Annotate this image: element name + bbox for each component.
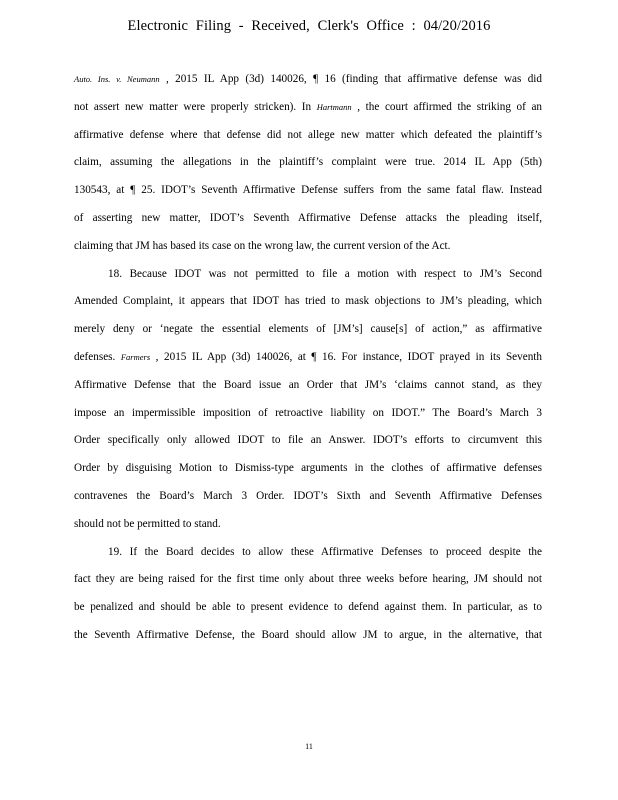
text-line — [74, 431, 542, 459]
text-segment: contravenes the Board’s March 3 Order. IDOT’s Sixth and Seventh Affirmative Defenses — [74, 489, 542, 502]
text-line — [74, 320, 542, 348]
text-line — [74, 181, 542, 209]
text-segment: 19. If the Board decides to allow these Affirmative Defenses to proceed despite the — [108, 545, 542, 558]
text-segment: Order specifically only allowed IDOT to file an Answer. IDOT’s efforts to circumvent this — [74, 434, 542, 447]
text-line — [74, 237, 542, 265]
case-citation: Auto. Ins. v. Neumann — [74, 74, 160, 84]
text-line — [74, 404, 542, 432]
text-line — [74, 98, 542, 126]
text-segment: , 2015 IL App (3d) 140026, ¶ 16 (finding that affirmative defense was did — [159, 73, 543, 85]
text-segment: claiming that JM has based its case on the wrong law, the current version of the Act. — [74, 239, 451, 252]
text-line — [74, 292, 542, 320]
text-segment: , 2015 IL App (3d) 140026, at ¶ 16. For instance, IDOT prayed in its Seventh — [150, 350, 542, 363]
text-segment: fact they are being raised for the first time only about three weeks before hearing, JM should not — [74, 573, 542, 586]
text-line — [74, 487, 542, 515]
text-line — [74, 570, 542, 598]
text-line — [74, 376, 542, 404]
text-segment: 18. Because IDOT was not permitted to file a motion with respect to JM’s Second — [108, 267, 542, 280]
text-segment: Order by disguising Motion to Dismiss-type arguments in the clothes of affirmative defenses — [74, 462, 542, 475]
text-segment: 130543, at ¶ 25. IDOT’s Seventh Affirmative Defense suffers from the same fatal flaw. Instead — [74, 184, 542, 197]
text-segment: Amended Complaint, it appears that IDOT has tried to mask objections to JM’s pleading, which — [74, 295, 542, 308]
text-line — [74, 209, 542, 237]
case-citation: Farmers — [120, 351, 151, 362]
text-line — [74, 626, 542, 654]
text-segment: defenses. — [74, 350, 121, 363]
text-line — [74, 515, 542, 543]
text-segment: Affirmative Defense that the Board issue an Order that JM’s ‘claims cannot stand, as they — [74, 378, 542, 391]
text-segment: claim, assuming the allegations in the plaintiff’s complaint were true. 2014 IL App (5th) — [74, 156, 542, 169]
document-body — [74, 70, 542, 654]
text-line — [74, 543, 542, 571]
text-segment: impose an impermissible imposition of retroactive liability on IDOT.” The Board’s March 3 — [74, 406, 542, 419]
text-segment: of asserting new matter, IDOT’s Seventh Affirmative Defense attacks the pleading itself, — [74, 211, 542, 224]
text-line — [74, 153, 542, 181]
text-segment: affirmative defense where that defense did not allege new matter which defeated the plaintiff’s — [74, 128, 542, 141]
text-segment: merely deny or ‘negate the essential elements of [JM’s] cause[s] of action,” as affirmative — [74, 323, 542, 336]
page-number: 11 — [305, 742, 313, 751]
text-segment: should not be permitted to stand. — [74, 517, 221, 530]
case-citation: Hartmann — [316, 101, 352, 112]
text-line — [74, 70, 542, 98]
text-line — [74, 598, 542, 626]
text-line — [74, 126, 542, 154]
text-segment: not assert new matter were properly stricken). In — [74, 100, 317, 113]
text-line — [74, 348, 542, 376]
text-line — [74, 265, 542, 293]
text-segment: be penalized and should be able to present evidence to defend against them. In particular, as to — [74, 601, 542, 614]
filing-stamp-header: Electronic Filing - Received, Clerk's Office : 04/20/2016 — [127, 18, 491, 34]
text-segment: the Seventh Affirmative Defense, the Board should allow JM to argue, in the alternative, that — [74, 628, 542, 641]
text-line — [74, 459, 542, 487]
text-segment: , the court affirmed the striking of an — [351, 100, 542, 113]
